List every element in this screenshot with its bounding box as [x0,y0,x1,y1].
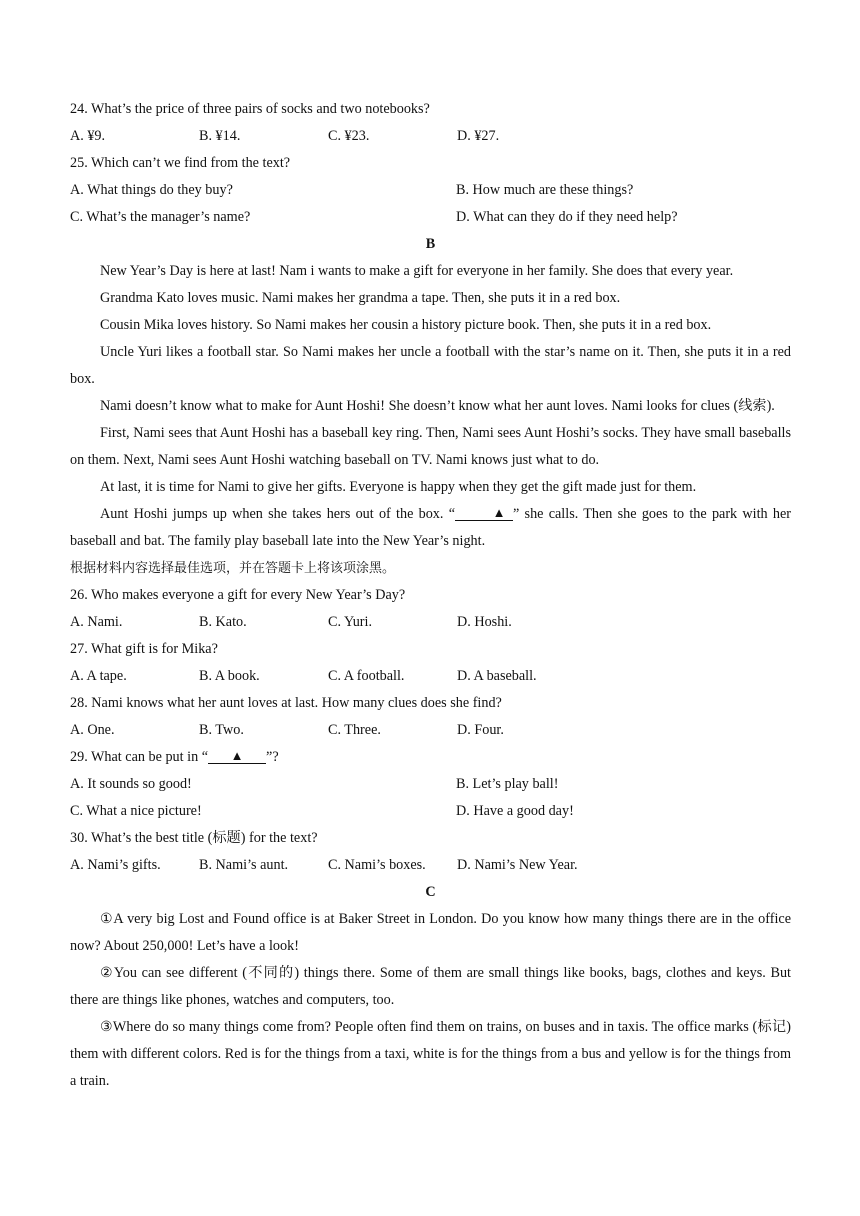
section-b-paragraph-blank [70,501,791,555]
option-c: C. A football. [328,668,405,684]
section-b-heading: B [425,236,436,252]
answer-blank: ▲ [208,748,266,764]
question-30-stem: 30. What’s the best title (标题) for the text? [70,830,318,846]
option-b: B. Nami’s aunt. [199,857,289,873]
section-c-heading: C [425,884,436,900]
question-28-stem: 28. Nami knows what her aunt loves at last. How many clues does she find? [70,695,502,711]
question-29-stem [70,744,791,771]
option-c: C. ¥23. [328,128,370,144]
section-b-paragraph: Grandma Kato loves music. Nami makes her grandma a tape. Then, she puts it in a red box. [100,290,621,306]
option-d: D. ¥27. [457,128,500,144]
section-b-paragraph: Cousin Mika loves history. So Nami makes her cousin a history picture book. Then, she puts it in a red box. [100,317,712,333]
question-24-stem: 24. What’s the price of three pairs of socks and two notebooks? [70,101,430,117]
question-24-options [70,123,791,150]
question-26-options [70,609,791,636]
option-d: D. Four. [457,722,504,738]
option-a: A. ¥9. [70,128,106,144]
option-a: A. A tape. [70,668,127,684]
question-27-stem: 27. What gift is for Mika? [70,641,218,657]
question-30-options [70,852,791,879]
option-b: B. A book. [199,668,260,684]
option-d: D. Nami’s New Year. [457,857,578,873]
option-c: C. What’s the manager’s name? [70,209,251,225]
option-d: D. What can they do if they need help? [456,209,678,225]
section-b-paragraph: Uncle Yuri likes a football star. So Nami makes her uncle a football with the star’s name on it. Then, she puts it in a red box. [70,344,791,387]
option-b: B. Kato. [199,614,247,630]
section-b-instruction: 根据材料内容选择最佳选项，并在答题卡上将该项涂黑。 [70,561,396,576]
option-b: B. Let’s play ball! [456,776,559,792]
option-c: C. Three. [328,722,381,738]
option-d: D. Hoshi. [457,614,512,630]
option-a: A. Nami’s gifts. [70,857,161,873]
option-c: C. Yuri. [328,614,373,630]
option-b: B. How much are these things? [456,182,634,198]
section-b-paragraph: New Year’s Day is here at last! Nam i wants to make a gift for everyone in her family. She does that every year. [100,263,734,279]
question-26-stem: 26. Who makes everyone a gift for every New Year’s Day? [70,587,406,603]
option-d: D. A baseball. [457,668,537,684]
paragraph-text: Aunt Hoshi jumps up when she takes hers out of the box. “ [100,506,455,522]
exam-page [70,96,791,1095]
question-25-stem: 25. Which can’t we find from the text? [70,155,291,171]
option-a: A. What things do they buy? [70,182,233,198]
paragraph-text: ” she calls. Then she goes to the park with her baseball and bat. The family play baseball late into the New Year’s night. [70,506,791,549]
section-c-paragraph: ①A very big Lost and Found office is at Baker Street in London. Do you know how many things there are in the office now? About 250,000! Let’s have a look! [70,911,791,954]
stem-text: ”? [266,749,279,765]
section-b-paragraph: At last, it is time for Nami to give her gifts. Everyone is happy when they get the gift made just for them. [100,479,697,495]
section-b-paragraph: Nami doesn’t know what to make for Aunt Hoshi! She doesn’t know what her aunt loves. Nami looks for clues (线索). [100,398,775,414]
section-b-paragraph: First, Nami sees that Aunt Hoshi has a baseball key ring. Then, Nami sees Aunt Hoshi’s socks. They have small baseballs on them. Next, Nami sees Aunt Hoshi watching baseball on TV. Nami knows just what to do. [70,425,791,468]
question-28-options [70,717,791,744]
option-a: A. One. [70,722,115,738]
option-b: B. ¥14. [199,128,241,144]
section-c-paragraph: ②You can see different (不同的) things there. Some of them are small things like books, bags, clothes and keys. But there are things like phones, watches and computers, too. [70,965,791,1008]
question-25-options [70,177,791,231]
option-b: B. Two. [199,722,244,738]
question-29-options [70,771,791,825]
option-a: A. Nami. [70,614,123,630]
answer-blank: ▲ [455,505,513,521]
option-c: C. What a nice picture! [70,803,202,819]
question-27-options [70,663,791,690]
stem-text: 29. What can be put in “ [70,749,209,765]
option-a: A. It sounds so good! [70,776,192,792]
option-c: C. Nami’s boxes. [328,857,426,873]
option-d: D. Have a good day! [456,803,574,819]
section-c-paragraph: ③Where do so many things come from? People often find them on trains, on buses and in taxis. The office marks (标记) them with different colors. Red is for the things from a taxi, white is for the things from a bus and yellow is for the things from a train. [70,1019,791,1089]
